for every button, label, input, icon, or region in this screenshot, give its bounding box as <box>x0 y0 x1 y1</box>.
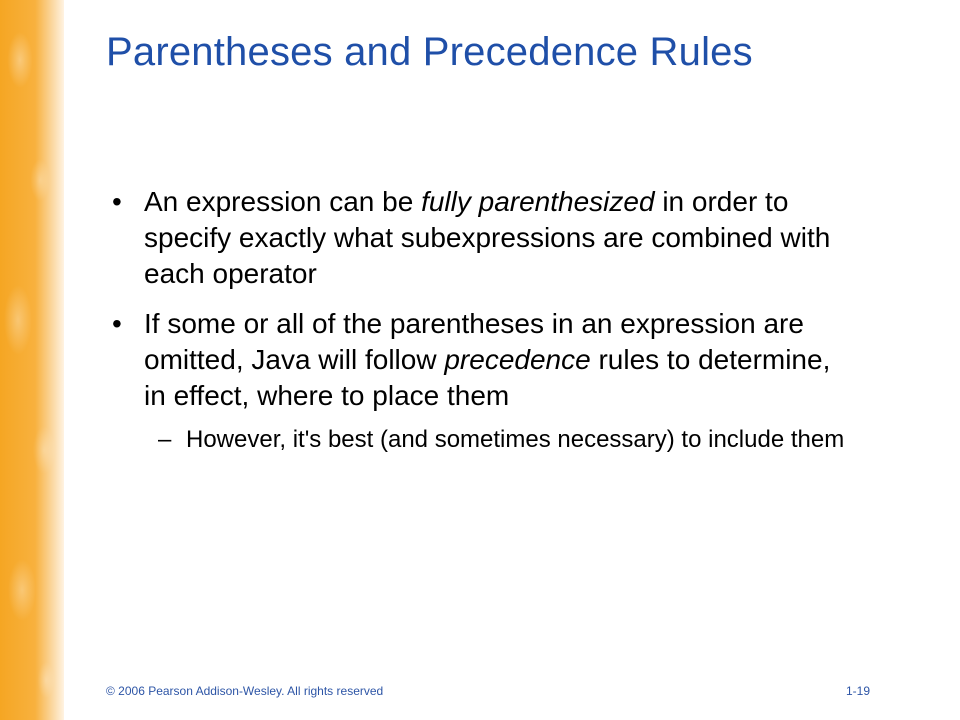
emphasized-term: fully parenthesized <box>421 186 655 217</box>
bullet-item-1 <box>112 184 852 292</box>
dash-marker: – <box>158 426 172 453</box>
decorative-side-band <box>0 0 64 720</box>
bullet-text: If some or all of the parentheses in an expression are omitted, Java will follow <box>144 308 804 375</box>
bullet-text: rules to determine, in effect, where to place them <box>144 344 831 411</box>
slide-title: Parentheses and Precedence Rules <box>106 30 753 74</box>
sub-bullet-item <box>144 424 852 455</box>
bullet-item-2 <box>112 306 852 455</box>
footer-page-number: 1-19 <box>846 684 871 698</box>
bullet-text: in order to specify exactly what subexpressions are combined with each operator <box>144 186 831 289</box>
bullet-list <box>112 184 852 469</box>
bullet-marker: • <box>112 186 122 217</box>
sub-bullet-text: However, it's best (and sometimes necessary) to include them <box>186 426 845 453</box>
sub-bullet-list <box>144 424 852 455</box>
bullet-marker: • <box>112 308 122 339</box>
footer-copyright: © 2006 Pearson Addison-Wesley. All rights reserved <box>106 684 384 698</box>
bullet-text: An expression can be <box>144 186 422 217</box>
emphasized-term: precedence <box>444 344 591 375</box>
